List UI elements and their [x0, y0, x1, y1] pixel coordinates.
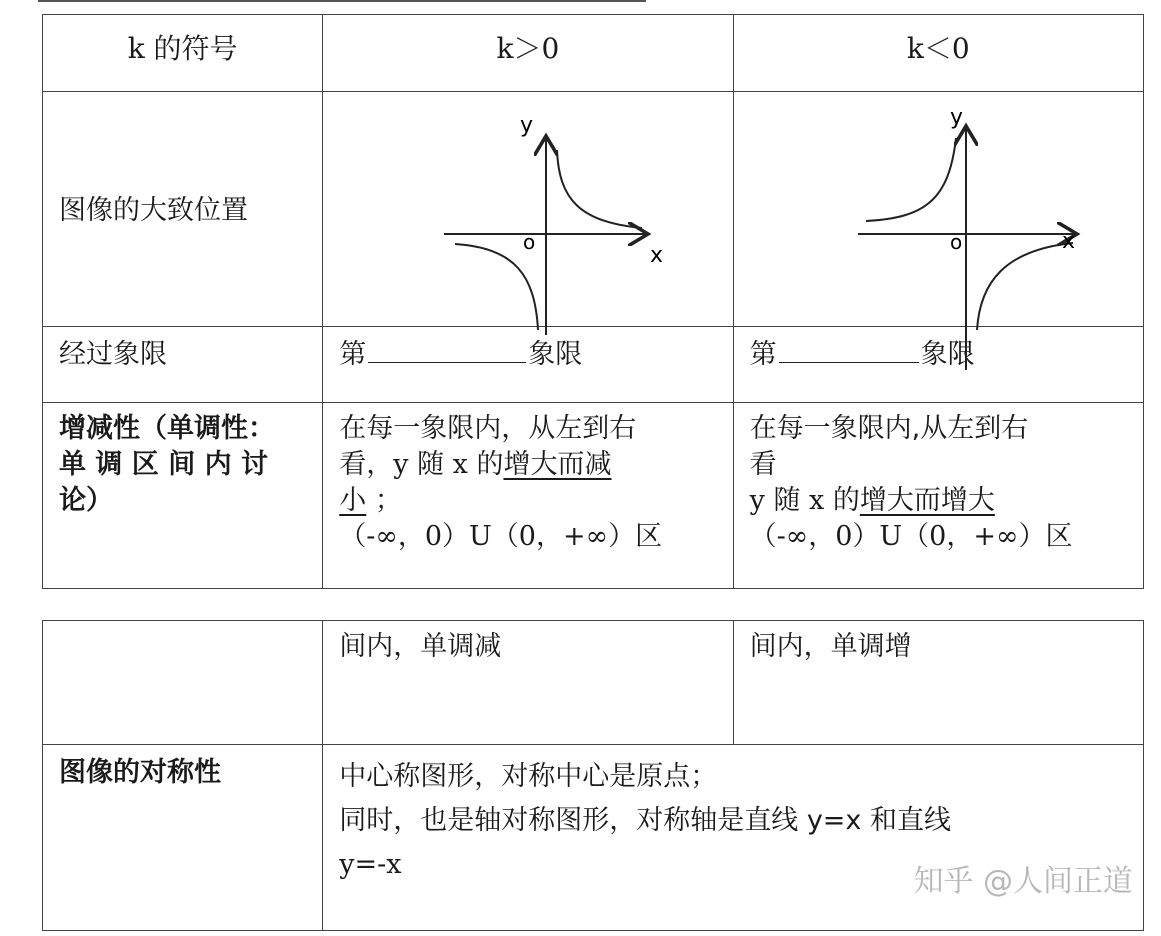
pos-quadrant-prefix: 第	[339, 339, 367, 370]
pos-mono-line4: （-∞，0）U（0，+∞）区	[339, 521, 663, 552]
neg-mono-line2: 看	[749, 449, 777, 480]
symmetry-row-label: 图像的对称性	[59, 757, 221, 788]
pos-hyperbola-branch-q3	[455, 244, 538, 330]
pos-mono-line2-underline: 增大而减	[503, 449, 612, 480]
pos-quadrant-suffix: 象限	[528, 339, 583, 370]
pos-mono-line2-prefix: 看，y 随 x 的	[339, 449, 504, 480]
neg-hyperbola-branch-q2	[866, 138, 956, 221]
mono-label-line1: 增减性（单调性：	[59, 413, 275, 444]
symmetry-line3: y=-x	[339, 849, 402, 880]
pos-mono-line1: 在每一象限内，从左到右	[339, 413, 637, 444]
header-neg-label: k＜0	[906, 32, 970, 65]
pos-hyperbola-branch-q1	[557, 150, 642, 228]
pos-origin-label: o	[523, 230, 536, 254]
neg-quadrant-prefix: 第	[749, 339, 777, 370]
pos-x-label: x	[650, 243, 664, 268]
pos-mono-line3-underline: 小	[339, 485, 367, 516]
zhihu-watermark: 知乎 @人间正道	[913, 864, 1133, 899]
symmetry-line2: 同时，也是轴对称图形，对称轴是直线 y=x 和直线	[339, 805, 951, 836]
symmetry-line1: 中心称图形，对称中心是原点；	[339, 761, 718, 792]
neg-origin-label: o	[950, 230, 963, 254]
mono-label-line2: 单 调 区 间 内 讨	[59, 449, 268, 480]
mono-label-line3: 论）	[59, 485, 113, 516]
neg-quadrant-suffix: 象限	[920, 339, 975, 370]
neg-mono-line1: 在每一象限内,从左到右	[749, 413, 1029, 444]
neg-mono-line3-prefix: y 随 x 的	[749, 485, 860, 516]
header-pos-label: k＞0	[496, 32, 560, 65]
pos-k-graph	[444, 113, 663, 335]
neg-y-label: y	[950, 105, 964, 130]
cont-pos-text: 间内，单调减	[339, 631, 502, 662]
neg-k-graph	[858, 105, 1077, 370]
quadrant-row-label: 经过象限	[59, 339, 167, 370]
neg-hyperbola-branch-q4	[977, 243, 1073, 330]
pos-mono-line3-suffix: ；	[366, 485, 402, 516]
header-sign-label: k 的符号	[127, 32, 238, 65]
graph-row-label: 图像的大致位置	[59, 195, 248, 226]
cont-neg-text: 间内，单调增	[749, 631, 912, 662]
neg-mono-line3-underline: 增大而增大	[859, 485, 995, 516]
pos-y-label: y	[520, 113, 534, 138]
neg-x-label: x	[1062, 229, 1076, 254]
neg-mono-line4: （-∞，0）U（0，+∞）区	[749, 521, 1073, 552]
